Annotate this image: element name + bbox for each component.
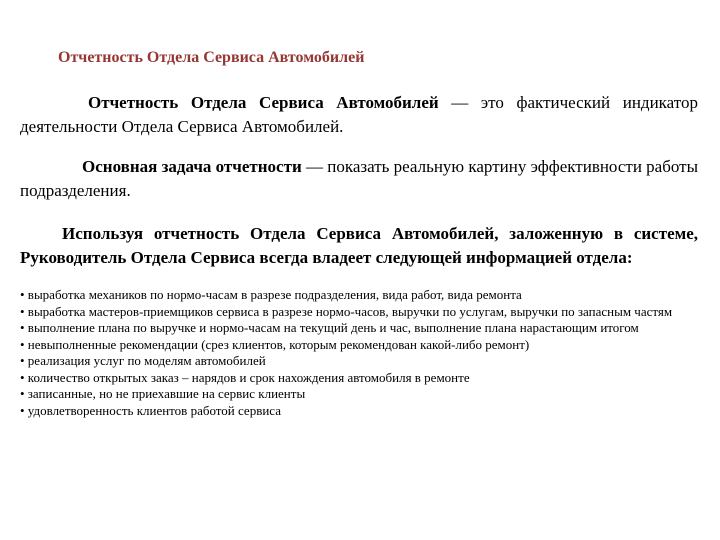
- list-item: • выработка мастеров-приемщиков сервиса в разрезе нормо-часов, выручки по услугам, выручки по запасным частям: [20, 303, 673, 319]
- list-item: • выполнение плана по выручке и нормо-часам на текущий день и час, выполнение плана нарастающим итогом: [20, 320, 639, 335]
- list-item: • удовлетворенность клиентов работой сервиса: [20, 402, 281, 418]
- paragraph-info-intro: Используя отчетность Отдела Сервиса Автомобилей, заложенную в системе, Руководитель Отдела Сервиса всегда владеет следующей информацией отдела:: [20, 224, 698, 267]
- paragraph-bold-term: Основная задача отчетности: [82, 157, 302, 176]
- list-item: • реализация услуг по моделям автомобилей: [20, 353, 266, 368]
- paragraph-definition: [20, 91, 698, 139]
- slide-title: Отчетность Отдела Сервиса Автомобилей: [58, 49, 365, 66]
- paragraph-bold-term: Отчетность Отдела Сервиса Автомобилей: [88, 93, 439, 112]
- bullet-list: [20, 287, 698, 419]
- paragraph-main-task: [20, 155, 698, 203]
- list-item: • выработка механиков по нормо-часам в разрезе подразделения, вида работ, вида ремонта: [20, 287, 522, 302]
- list-item: • невыполненные рекомендации (срез клиентов, которым рекомендован какой-либо ремонт): [20, 336, 530, 352]
- list-item: • записанные, но не приехавшие на сервис клиенты: [20, 386, 306, 401]
- list-item: • количество открытых заказ – нарядов и срок нахождения автомобиля в ремонте: [20, 369, 470, 385]
- paragraph-text: — показать реальную картину эффективности работы подразделения.: [20, 157, 699, 200]
- paragraph-text: — это фактический индикатор деятельности Отдела Сервиса Автомобилей.: [20, 93, 698, 136]
